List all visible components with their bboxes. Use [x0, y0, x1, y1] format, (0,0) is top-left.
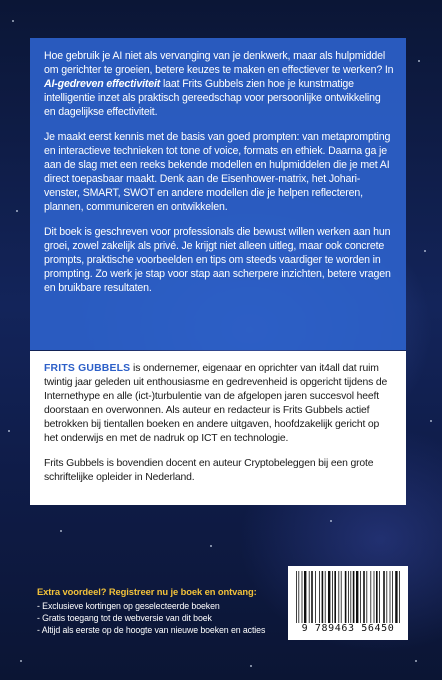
barcode-bar	[379, 571, 380, 623]
barcode-bar	[338, 571, 339, 623]
promo-item: - Exclusieve kortingen op geselecteerde boeken	[37, 601, 220, 611]
promo-item: - Altijd als eerste op de hoogte van nieuwe boeken en acties	[37, 625, 266, 635]
barcode-bar	[334, 571, 336, 623]
barcode-bar	[348, 571, 349, 623]
barcode-bar	[302, 571, 303, 623]
barcode-bar	[356, 571, 358, 623]
barcode-bar	[386, 571, 387, 623]
author-name: FRITS GUBBELS	[44, 363, 131, 374]
barcode-bar	[370, 571, 371, 623]
barcode-bar	[399, 571, 400, 623]
description-paragraph: Je maakt eerst kennis met de basis van goed prompten: van metaprompting en interactieve technieken tot tone of voice, formats en ethiek. Daarna ga je aan de slag met een reeks bekende modellen en hulpmiddelen die je met AI direct toepasbaar maakt. Denk aan de Eisenhower-matrix, het Johari-venster, SMART, SWOT en andere modellen die je helpen reflecteren, plannen, communiceren en ontwikkelen.	[44, 131, 391, 213]
book-title-inline: AI-gedreven effectiviteit	[44, 78, 161, 90]
barcode-bar	[325, 571, 326, 623]
description-paragraph: Hoe gebruik je AI niet als vervanging van je denkwerk, maar als hulpmiddel om gerichter te groeien, betere keuzes te maken en effectiever te werken? In AI-gedreven effectiviteit laat Frits Gubbels zien hoe je kunstmatige intelligentie inzet als praktisch gereedschap voor persoonlijke ontwikkeling en dagelijkse effectiviteit.	[44, 50, 394, 118]
barcode-bar	[315, 571, 316, 623]
barcode-bar	[360, 571, 361, 623]
barcode-bar	[363, 571, 365, 623]
barcode-bar	[298, 571, 299, 623]
registration-promo	[37, 586, 277, 636]
barcode-bar	[332, 571, 333, 623]
author-bio-paragraph: FRITS GUBBELS is ondernemer, eigenaar en oprichter van it4all dat ruim twintig jaar geleden uit enthousiasme en gedrevenheid is opgericht tijdens de Internethype en alle (ict-)turbulentie van de afgelopen jaren succesvol heeft doorstaan en overwonnen. Als auteur en redacteur is Frits Gubbels actief betrokken bij tientallen boeken en andere uitgaven, hoofdzakelijk gericht op het onderwijs en met de nadruk op ICT en technologie.	[44, 363, 388, 444]
promo-heading: Extra voordeel? Registreer nu je boek en ontvang:	[37, 586, 257, 597]
barcode-bar	[341, 571, 342, 623]
barcode-bar	[322, 571, 324, 623]
author-bio-panel	[30, 351, 406, 505]
barcode-bar	[395, 571, 397, 623]
barcode-bar	[366, 571, 367, 623]
barcode-bars	[294, 571, 402, 623]
barcode-bar	[353, 571, 355, 623]
barcode-bar	[296, 571, 297, 623]
description-paragraph: Dit boek is geschreven voor professionals die bewust willen werken aan hun groei, zowel zakelijk als privé. Je krijgt niet alleen uitleg, maar ook concrete prompts, praktische voorbeelden en tips om steeds vaardiger te worden in prompting. Zo werk je stap voor stap aan scherpere inzichten, betere vragen en bruikbare resultaten.	[44, 226, 391, 294]
barcode-bar	[311, 571, 313, 623]
barcode-bar	[309, 571, 310, 623]
barcode-bar	[319, 571, 320, 623]
author-bio-paragraph: Frits Gubbels is bovendien docent en auteur Cryptobeleggen bij een grote schriftelijke opleider in Nederland.	[44, 458, 374, 484]
barcode-digits: 9 789463 56450	[301, 623, 395, 634]
barcode-bar	[374, 571, 375, 623]
barcode-bar	[345, 571, 347, 623]
promo-item: - Gratis toegang tot de webversie van dit boek	[37, 613, 212, 623]
barcode-bar	[390, 571, 391, 623]
book-description-panel	[30, 38, 406, 350]
barcode-bar	[392, 571, 393, 623]
isbn-barcode	[288, 566, 408, 640]
barcode-bar	[350, 571, 351, 623]
barcode-bar	[376, 571, 378, 623]
barcode-bar	[328, 571, 330, 623]
barcode-bar	[383, 571, 385, 623]
barcode-bar	[304, 571, 306, 623]
